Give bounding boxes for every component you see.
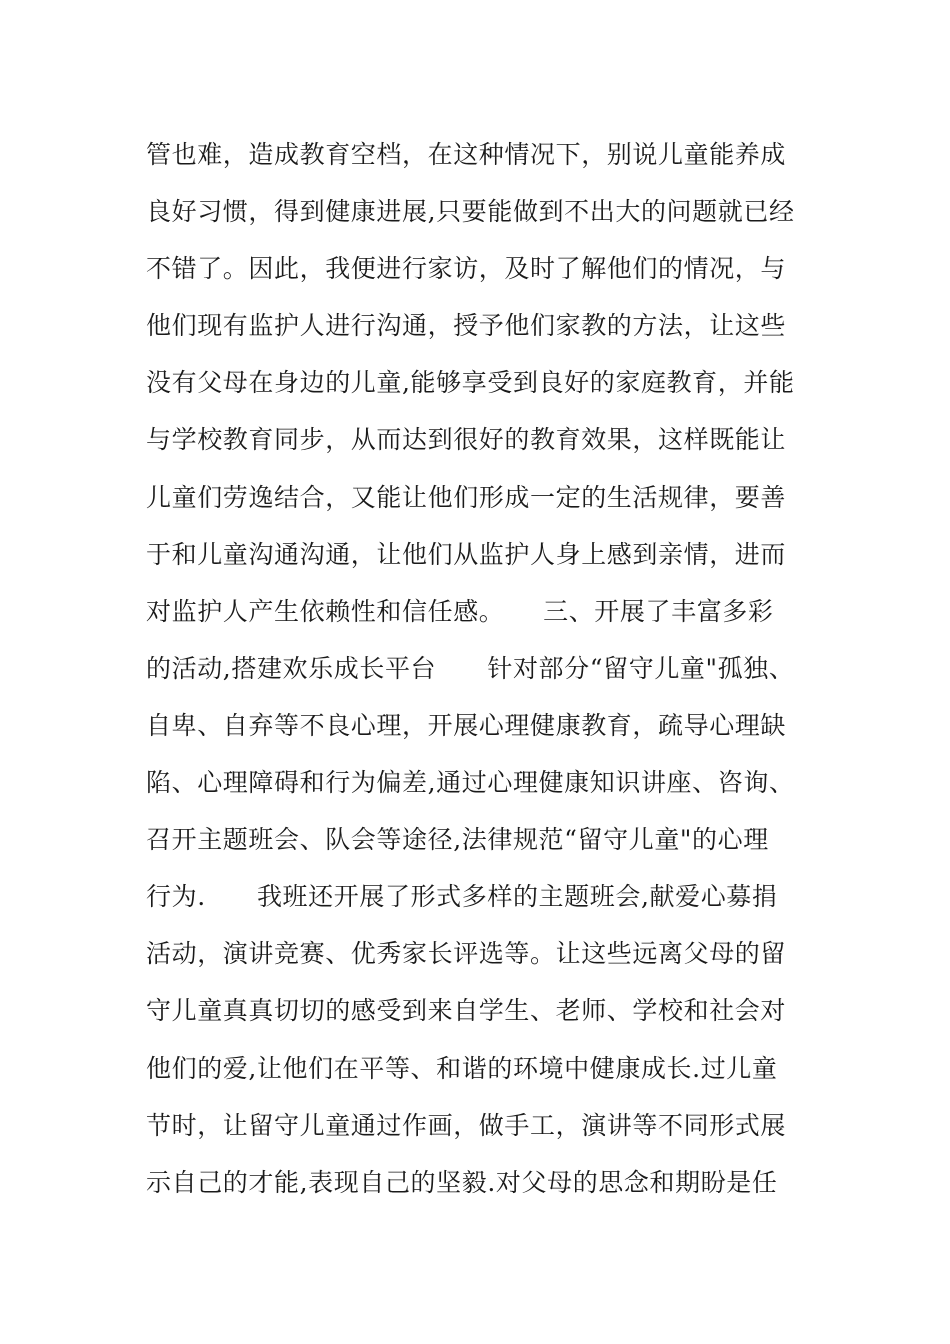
text-line: 管也难，造成教育空档，在这种情况下，别说儿童能养成 bbox=[146, 140, 787, 169]
text-line: 守儿童真真切切的感受到来自学生、老师、学校和社会对 bbox=[146, 996, 787, 1026]
text-line: 对监护人产生依赖性和信任感。 三、开展了丰富多彩 bbox=[146, 596, 774, 626]
text-line: 他们的爱,让他们在平等、和谐的环境中健康成长.过儿童 bbox=[146, 1053, 778, 1083]
text-line: 行为. 我班还开展了形式多样的主题班会,献爱心募捐 bbox=[146, 882, 778, 912]
text-line: 陷、心理障碍和行为偏差,通过心理健康知识讲座、咨询、 bbox=[146, 768, 795, 798]
text-line: 儿童们劳逸结合，又能让他们形成一定的生活规律，要善 bbox=[146, 482, 787, 512]
text-line: 示自己的才能,表现自己的坚毅.对父母的思念和期盼是任 bbox=[146, 1167, 778, 1197]
text-line: 不错了。因此，我便进行家访，及时了解他们的情况，与 bbox=[146, 254, 787, 284]
text-line: 自卑、自弃等不良心理，开展心理健康教育，疏导心理缺 bbox=[146, 710, 787, 740]
text-line: 的活动,搭建欢乐成长平台 针对部分“留守儿童"孤独、 bbox=[146, 653, 795, 683]
text-line: 节时，让留守儿童通过作画，做手工，演讲等不同形式展 bbox=[146, 1110, 787, 1140]
body-text bbox=[146, 126, 846, 1211]
text-line: 没有父母在身边的儿童,能够享受到良好的家庭教育，并能 bbox=[146, 368, 795, 398]
text-line: 他们现有监护人进行沟通，授予他们家教的方法，让这些 bbox=[146, 311, 787, 341]
text-line: 召开主题班会、队会等途径,法律规范“留守儿童"的心理 bbox=[146, 825, 769, 855]
text-line: 于和儿童沟通沟通，让他们从监护人身上感到亲情，进而 bbox=[146, 539, 787, 569]
text-line: 良好习惯，得到健康进展,只要能做到不出大的问题就已经 bbox=[146, 197, 795, 227]
text-line: 活动，演讲竞赛、优秀家长评选等。让这些远离父母的留 bbox=[146, 939, 787, 969]
text-line: 与学校教育同步，从而达到很好的教育效果，这样既能让 bbox=[146, 425, 787, 455]
